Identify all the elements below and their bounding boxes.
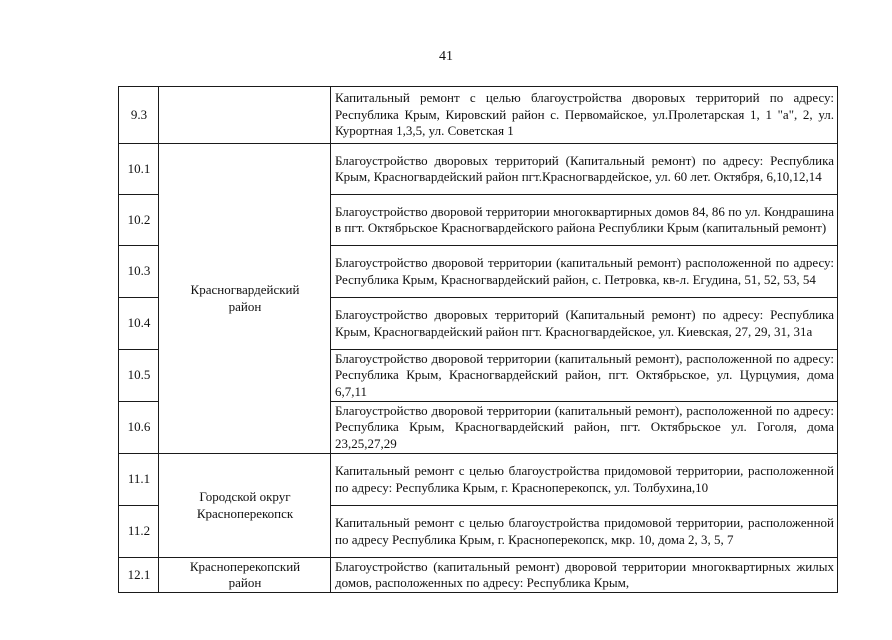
object-description: Благоустройство дворовой территории (капитальный ремонт) расположенной по адресу: Республика Крым, Красногвардейский район, с. Петровка, кв-л. Егудина, 51, 52, 53, 54 <box>331 246 838 298</box>
row-number: 11.1 <box>119 454 159 506</box>
row-number: 10.2 <box>119 195 159 246</box>
district-name: Красногвардейский район <box>190 282 300 314</box>
district-cell <box>159 87 331 144</box>
object-description: Капитальный ремонт с целью благоустройства придомовой территории, расположенной по адресу Республика Крым, г. Красноперекопск, мкр. 10, дома 2, 3, 5, 7 <box>331 506 838 558</box>
row-number: 10.6 <box>119 402 159 454</box>
object-description: Капитальный ремонт с целью благоустройства придомовой территории, расположенной по адресу: Республика Крым, г. Красноперекопск, ул. Толбухина,10 <box>331 454 838 506</box>
row-number: 10.4 <box>119 298 159 350</box>
row-number: 12.1 <box>119 558 159 593</box>
table-row <box>119 144 838 195</box>
district-cell <box>159 454 331 558</box>
district-name: Городской округ Красноперекопск <box>196 489 294 521</box>
row-number: 10.3 <box>119 246 159 298</box>
object-description: Благоустройство (капитальный ремонт) дворовой территории многоквартирных жилых домов, расположенных по адресу: Республика Крым, <box>331 558 838 593</box>
table-row <box>119 558 838 593</box>
object-description: Благоустройство дворовых территорий (Капитальный ремонт) по адресу: Республика Крым, Красногвардейский район пгт.Красногвардейское, ул. 60 лет. Октября, 6,10,12,14 <box>331 144 838 195</box>
district-cell <box>159 144 331 454</box>
row-number: 11.2 <box>119 506 159 558</box>
objects-table <box>118 86 838 593</box>
object-description: Благоустройство дворовых территорий (Капитальный ремонт) по адресу: Республика Крым, Красногвардейский район пгт. Красногвардейское, ул. Киевская, 27, 29, 31, 31а <box>331 298 838 350</box>
object-description: Капитальный ремонт с целью благоустройства дворовых территорий по адресу: Республика Крым, Кировский район с. Первомайское, ул.Пролетарская 1, 1 "а", 2, ул. Курортная 1,3,5, ул. Советская 1 <box>331 87 838 144</box>
object-description: Благоустройство дворовой территории многоквартирных домов 84, 86 по ул. Кондрашина в пгт. Октябрьское Красногвардейского района Республики Крым (капитальный ремонт) <box>331 195 838 246</box>
table-row <box>119 87 838 144</box>
district-cell <box>159 558 331 593</box>
table-row <box>119 454 838 506</box>
row-number: 10.5 <box>119 350 159 402</box>
page-number: 41 <box>439 49 453 64</box>
object-description: Благоустройство дворовой территории (капитальный ремонт), расположенной по адресу: Республика Крым, Красногвардейский район, пгт. Октябрьское ул. Гоголя, дома 23,25,27,29 <box>331 402 838 454</box>
district-name: Красноперекопский район <box>189 558 301 590</box>
object-description: Благоустройство дворовой территории (капитальный ремонт), расположенной по адресу: Республика Крым, Красногвардейский район, пгт. Октябрьское, ул. Цурцумия, дома 6,7,11 <box>331 350 838 402</box>
row-number: 9.3 <box>119 87 159 144</box>
row-number: 10.1 <box>119 144 159 195</box>
